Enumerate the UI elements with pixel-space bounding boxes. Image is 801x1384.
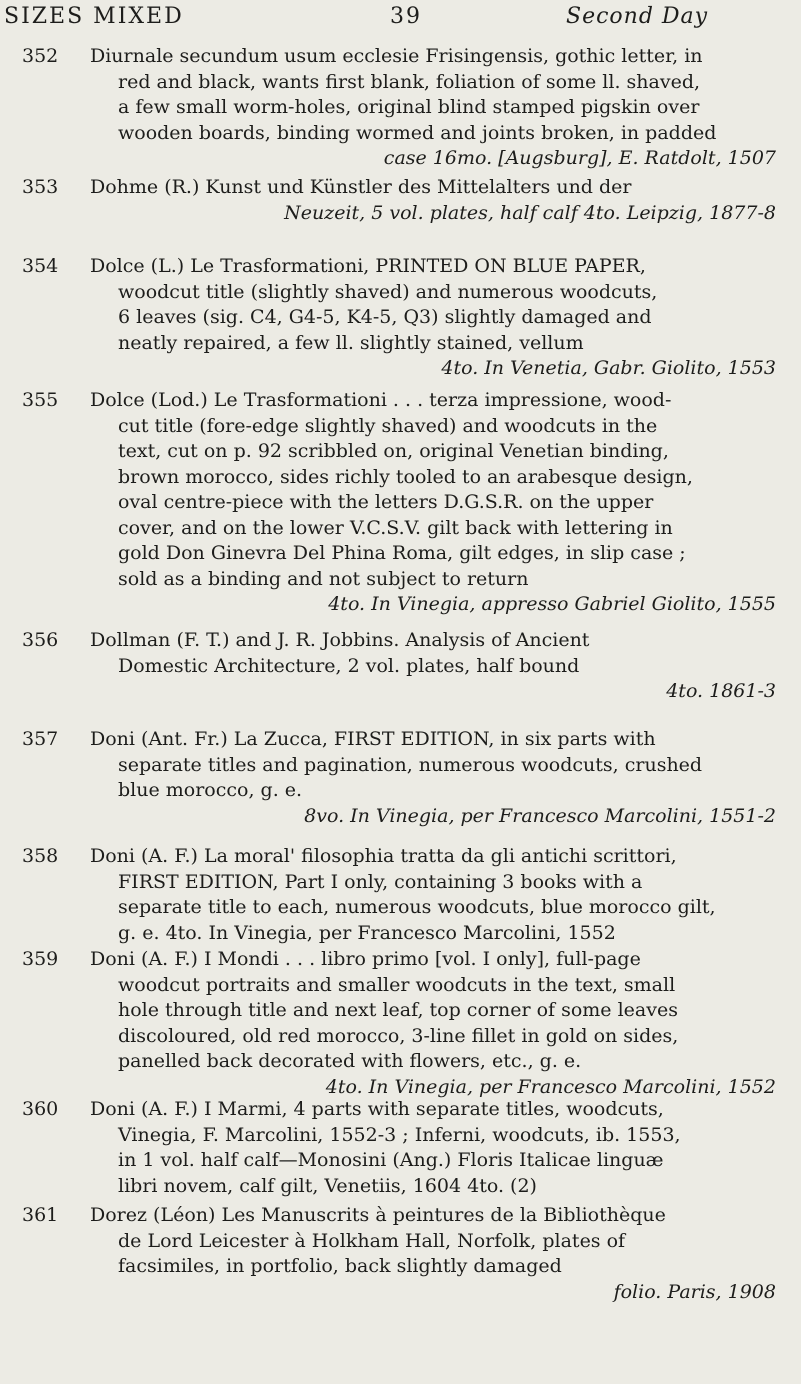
entry-line: de Lord Leicester à Holkham Hall, Norfolk, plates of [118,1229,626,1252]
entry-imprint: 4to. In Venetia, Gabr. Giolito, 1553 [441,357,776,379]
lot-number: 354 [22,255,59,277]
entry-line: cut title (fore-edge slightly shaved) and woodcuts in the [118,414,658,437]
entry-line: separate title to each, numerous woodcuts, blue morocco gilt, [118,896,716,918]
entry-description [90,254,776,382]
running-head-left: SIZES MIXED [4,4,184,29]
lot-number: 357 [22,728,59,750]
page-number: 39 [390,4,422,29]
entry-description [90,388,776,618]
entry-line: text, cut on p. 92 scribbled on, original Venetian binding, [118,440,669,462]
entry-line: brown morocco, sides richly tooled to an arabesque design, [118,465,693,488]
entry-line: cover, and on the lower V.C.S.V. gilt back with lettering in [118,516,673,539]
entry-line: Doni (A. F.) La moral' filosophia tratta da gli antichi scrittori, [90,845,677,867]
entry-line: Diurnale secundum usum ecclesie Frisingensis, gothic letter, in [90,45,703,67]
entry-line: Dollman (F. T.) and J. R. Jobbins. Analysis of Ancient [90,629,590,651]
entry-line: separate titles and pagination, numerous woodcuts, crushed [118,753,703,776]
entry-imprint: case 16mo. [Augsburg], E. Ratdolt, 1507 [383,147,776,169]
entry-line: Doni (A. F.) I Marmi, 4 parts with separate titles, woodcuts, [90,1098,664,1120]
running-head [0,2,801,42]
lot-number: 353 [22,176,59,198]
entry-imprint: 8vo. In Vinegia, per Francesco Marcolini, 1551-2 [304,804,776,827]
entry-description [90,844,776,946]
entry-line: blue morocco, g. e. [118,779,303,801]
entry-line: libri novem, calf gilt, Venetiis, 1604 4to. (2) [118,1174,537,1197]
entry-line: Domestic Architecture, 2 vol. plates, half bound [118,654,580,677]
entry-line: Doni (Ant. Fr.) La Zucca, FIRST EDITION, in six parts with [90,728,656,750]
entry-line: hole through title and next leaf, top corner of some leaves [118,999,678,1021]
entry-line: Doni (A. F.) I Mondi . . . libro primo [vol. I only], full-page [90,948,641,970]
entry-description [90,1203,776,1305]
entry-imprint: 4to. 1861-3 [666,680,776,702]
entry-description [90,175,776,226]
entry-line: Dohme (R.) Kunst und Künstler des Mittelalters und der [90,176,632,198]
entry-description [90,628,776,705]
lot-number: 352 [22,45,59,67]
entry-line: red and black, wants first blank, foliation of some ll. shaved, [118,70,701,93]
entry-description [90,1097,776,1199]
entry-description [90,947,776,1100]
entry-line: neatly repaired, a few ll. slightly stained, vellum [118,331,584,354]
entry-line: oval centre-piece with the letters D.G.S.R. on the upper [118,491,654,513]
entry-imprint: Neuzeit, 5 vol. plates, half calf 4to. Leipzig, 1877-8 [284,201,776,224]
entry-line: Dolce (Lod.) Le Trasformationi . . . terza impressione, wood- [90,389,672,411]
entry-line: woodcut title (slightly shaved) and numerous woodcuts, [118,280,658,303]
entry-line: sold as a binding and not subject to return [118,567,529,590]
entry-imprint: folio. Paris, 1908 [613,1280,776,1303]
entry-description [90,727,776,829]
entry-line: Dorez (Léon) Les Manuscrits à peintures de la Bibliothèque [90,1204,666,1226]
entry-line: gold Don Ginevra Del Phina Roma, gilt edges, in slip case ; [118,542,686,564]
entry-line: a few small worm-holes, original blind stamped pigskin over [118,96,700,118]
entry-line: discoloured, old red morocco, 3-line fillet in gold on sides, [118,1024,679,1047]
entry-description [90,44,776,172]
lot-number: 356 [22,629,59,651]
entry-line: 6 leaves (sig. C4, G4-5, K4-5, Q3) slightly damaged and [118,306,652,328]
lot-number: 355 [22,389,59,411]
entry-line: g. e. 4to. In Vinegia, per Francesco Marcolini, 1552 [118,921,616,944]
entry-line: FIRST EDITION, Part I only, containing 3 books with a [118,870,643,893]
entry-imprint: 4to. In Vinegia, appresso Gabriel Giolito, 1555 [328,593,776,615]
entry-line: in 1 vol. half calf—Monosini (Ang.) Floris Italicae linguæ [118,1149,664,1171]
entry-line: woodcut portraits and smaller woodcuts in the text, small [118,973,676,996]
entry-imprint: 4to. In Vinegia, per Francesco Marcolini, 1552 [325,1075,776,1098]
entry-line: facsimiles, in portfolio, back slightly damaged [118,1255,562,1277]
entry-line: Dolce (L.) Le Trasformationi, PRINTED ON BLUE PAPER, [90,255,646,277]
lot-number: 361 [22,1204,59,1226]
entry-line: Vinegia, F. Marcolini, 1552-3 ; Inferni, woodcuts, ib. 1553, [118,1123,681,1146]
entry-line: wooden boards, binding wormed and joints broken, in padded [118,121,717,144]
entry-line: panelled back decorated with flowers, etc., g. e. [118,1050,582,1072]
lot-number: 358 [22,845,59,867]
lot-number: 360 [22,1098,59,1120]
lot-number: 359 [22,948,59,970]
running-head-right: Second Day [566,4,709,29]
